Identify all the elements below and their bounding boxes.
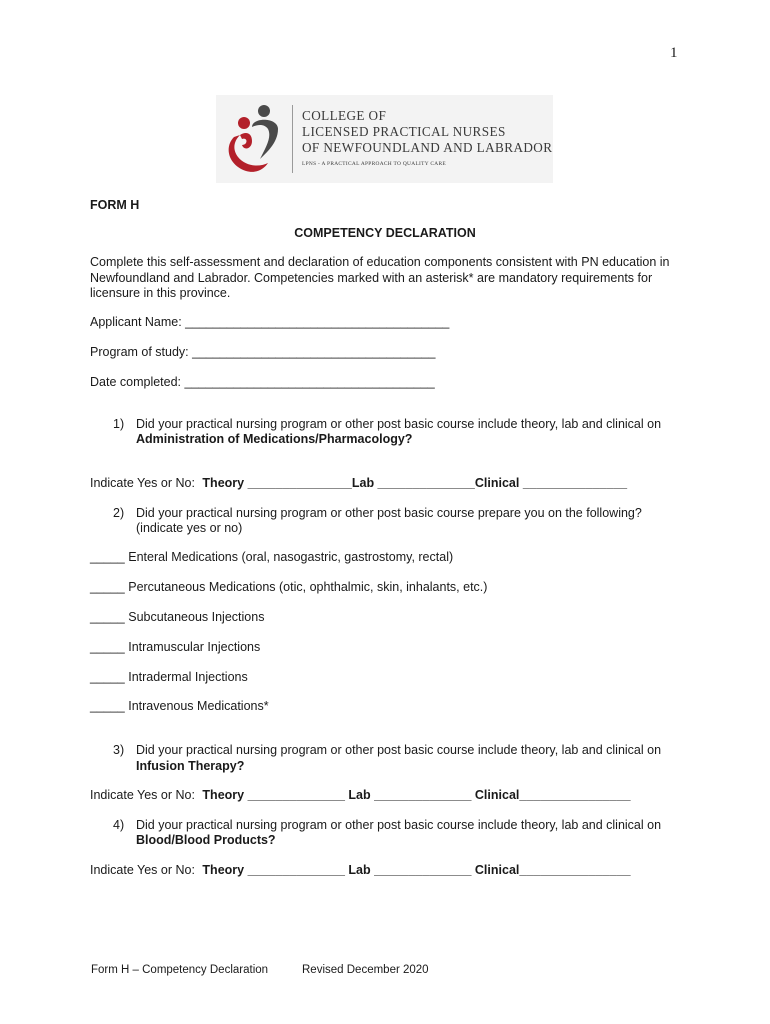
logo-line-3: OF NEWFOUNDLAND AND LABRADOR — [302, 140, 553, 155]
theory-blank[interactable]: Theory ______________ — [202, 788, 345, 802]
question-4-answer-row — [90, 863, 631, 878]
question-4-text: Did your practical nursing program or other post basic course include theory, lab and clinical on — [136, 818, 662, 832]
page-title: COMPETENCY DECLARATION — [294, 226, 476, 240]
question-3-subject: Infusion Therapy? — [136, 759, 245, 773]
question-2-number: 2) — [113, 506, 125, 520]
date-completed-field[interactable]: Date completed: ____________________________________ — [90, 375, 435, 389]
question-1-number: 1) — [113, 417, 125, 431]
nurse-figures-icon — [222, 101, 288, 177]
indicate-label: Indicate Yes or No: — [90, 788, 195, 802]
question-3-answer-row — [90, 788, 631, 803]
intravenous-medications-item[interactable]: _____ Intravenous Medications* — [90, 699, 269, 713]
question-1-text: Did your practical nursing program or other post basic course include theory, lab and clinical on — [136, 417, 662, 431]
question-2-text: Did your practical nursing program or other post basic course prepare you on the following? — [136, 506, 642, 520]
logo-divider — [292, 105, 293, 173]
indicate-label: Indicate Yes or No: — [90, 476, 195, 490]
question-3-text: Did your practical nursing program or other post basic course include theory, lab and clinical on — [136, 743, 662, 757]
lab-blank[interactable]: Lab ______________ — [348, 788, 472, 802]
college-logo — [216, 95, 553, 183]
question-3-number: 3) — [113, 743, 125, 757]
enteral-medications-item[interactable]: _____ Enteral Medications (oral, nasogastric, gastrostomy, rectal) — [90, 550, 454, 564]
logo-line-2: LICENSED PRACTICAL NURSES — [302, 124, 506, 139]
lab-blank[interactable]: Lab ______________ — [351, 476, 475, 490]
question-4-number: 4) — [113, 818, 125, 832]
logo-line-1: COLLEGE OF — [302, 108, 387, 123]
question-1-answer-row — [90, 476, 627, 491]
intradermal-injections-item[interactable]: _____ Intradermal Injections — [90, 670, 248, 684]
question-2-note: (indicate yes or no) — [136, 521, 243, 535]
intro-line: Newfoundland and Labrador. Competencies marked with an asterisk* are mandatory requirements for — [90, 270, 653, 285]
percutaneous-medications-item[interactable]: _____ Percutaneous Medications (otic, ophthalmic, skin, inhalants, etc.) — [90, 580, 488, 594]
logo-tagline: LPNS - A PRACTICAL APPROACH TO QUALITY CARE — [302, 161, 446, 167]
clinical-blank[interactable]: Clinical________________ — [474, 863, 631, 877]
theory-blank[interactable]: Theory ______________ — [202, 863, 345, 877]
applicant-name-field[interactable]: Applicant Name: ______________________________________ — [90, 315, 450, 329]
lab-blank[interactable]: Lab ______________ — [348, 863, 472, 877]
intro-line: licensure in this province. — [90, 286, 231, 300]
logo-text — [302, 108, 552, 167]
intramuscular-injections-item[interactable]: _____ Intramuscular Injections — [90, 640, 261, 654]
program-of-study-field[interactable]: Program of study: ___________________________________ — [90, 345, 436, 359]
question-1-subject: Administration of Medications/Pharmacology? — [136, 432, 413, 446]
page-number: 1 — [670, 45, 678, 61]
clinical-blank[interactable]: Clinical________________ — [474, 788, 631, 802]
question-4-subject: Blood/Blood Products? — [136, 833, 276, 847]
theory-blank[interactable]: Theory _______________ — [202, 476, 352, 490]
clinical-blank[interactable]: Clinical _______________ — [474, 476, 628, 490]
indicate-label: Indicate Yes or No: — [90, 863, 195, 877]
footer-form-name: Form H – Competency Declaration — [91, 964, 269, 976]
footer-revision: Revised December 2020 — [302, 964, 429, 976]
intro-line: Complete this self-assessment and declaration of education components consistent with PN education in — [90, 255, 670, 269]
form-label: FORM H — [90, 198, 140, 212]
subcutaneous-injections-item[interactable]: _____ Subcutaneous Injections — [90, 610, 265, 624]
instructions — [90, 255, 690, 302]
